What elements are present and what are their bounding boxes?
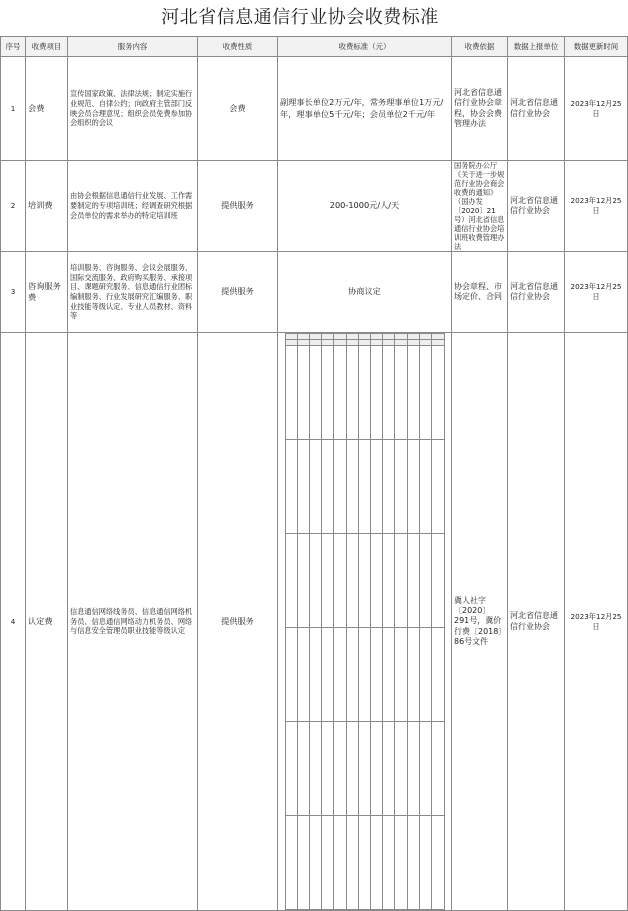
- embedded-fee-table-image: [285, 333, 445, 910]
- cell-basis: 协会章程、市场定价、合同: [452, 252, 508, 333]
- cell-item: 认定费: [26, 333, 68, 911]
- cell-nature: 提供服务: [198, 161, 278, 252]
- fee-table: [0, 36, 628, 911]
- table-row: [1, 161, 628, 252]
- table-row: [1, 333, 628, 911]
- table-row: [1, 252, 628, 333]
- cell-unit: 河北省信息通信行业协会: [508, 252, 565, 333]
- page-title: 河北省信息通信行业协会收费标准: [161, 7, 439, 28]
- table-header-row: [1, 37, 628, 57]
- header-content: 服务内容: [68, 37, 198, 57]
- cell-content: 宣传国家政策、法律法规；制定实施行业规范、自律公约；向政府主管部门反映会员合理意见；组织会员免费参加协会组织的会议: [68, 57, 198, 161]
- cell-nature: 提供服务: [198, 333, 278, 911]
- cell-unit: 河北省信息通信行业协会: [508, 333, 565, 911]
- header-nature: 收费性质: [198, 37, 278, 57]
- cell-unit: 河北省信息通信行业协会: [508, 57, 565, 161]
- header-no: 序号: [1, 37, 26, 57]
- cell-date: 2023年12月25日: [565, 333, 628, 911]
- header-item: 收费项目: [26, 37, 68, 57]
- cell-standard-embedded-table: [278, 333, 452, 911]
- cell-nature: 提供服务: [198, 252, 278, 333]
- cell-date: 2023年12月25日: [565, 57, 628, 161]
- cell-no: 3: [1, 252, 26, 333]
- header-basis: 收费依据: [452, 37, 508, 57]
- cell-no: 4: [1, 333, 26, 911]
- cell-basis: 冀人社字〔2020〕291号，冀价行费〔2018〕86号文件: [452, 333, 508, 911]
- header-date: 数据更新时间: [565, 37, 628, 57]
- cell-item: 咨询服务费: [26, 252, 68, 333]
- cell-no: 1: [1, 57, 26, 161]
- cell-standard: 协商议定: [278, 252, 452, 333]
- cell-content: 由协会根据信息通信行业发展、工作需要制定的专项培训班；经调查研究根据会员单位的需求举办的特定培训班: [68, 161, 198, 252]
- cell-content: 培训服务、咨询服务、会议会展服务、国际交流服务、政府购买服务、承接项目、课题研究服务、信息通信行业团标编制服务、行业发展研究汇编服务、职业技能等级认定、专业人员教材、资料等: [68, 252, 198, 333]
- header-unit: 数据上报单位: [508, 37, 565, 57]
- cell-unit: 河北省信息通信行业协会: [508, 161, 565, 252]
- header-standard: 收费标准（元）: [278, 37, 452, 57]
- cell-standard: 副理事长单位2万元/年，常务理事单位1万元/年，理事单位5千元/年；会员单位2千元/年: [278, 57, 452, 161]
- table-row: [1, 57, 628, 161]
- cell-basis: 河北省信息通信行业协会章程，协会会费管理办法: [452, 57, 508, 161]
- cell-no: 2: [1, 161, 26, 252]
- cell-standard: 200-1000元/人/天: [278, 161, 452, 252]
- cell-nature: 会费: [198, 57, 278, 161]
- cell-item: 会费: [26, 57, 68, 161]
- cell-basis: 国务院办公厅《关于进一步规范行业协会商会收费的通知》（国办发〔2020〕21号）河北省信息通信行业协会培训班收费管理办法: [452, 161, 508, 252]
- cell-date: 2023年12月25日: [565, 252, 628, 333]
- cell-date: 2023年12月25日: [565, 161, 628, 252]
- cell-item: 培训费: [26, 161, 68, 252]
- cell-content: 信息通信网络线务员、信息通信网络机务员、信息通信网络动力机务员、网络与信息安全管理员职业技能等级认定: [68, 333, 198, 911]
